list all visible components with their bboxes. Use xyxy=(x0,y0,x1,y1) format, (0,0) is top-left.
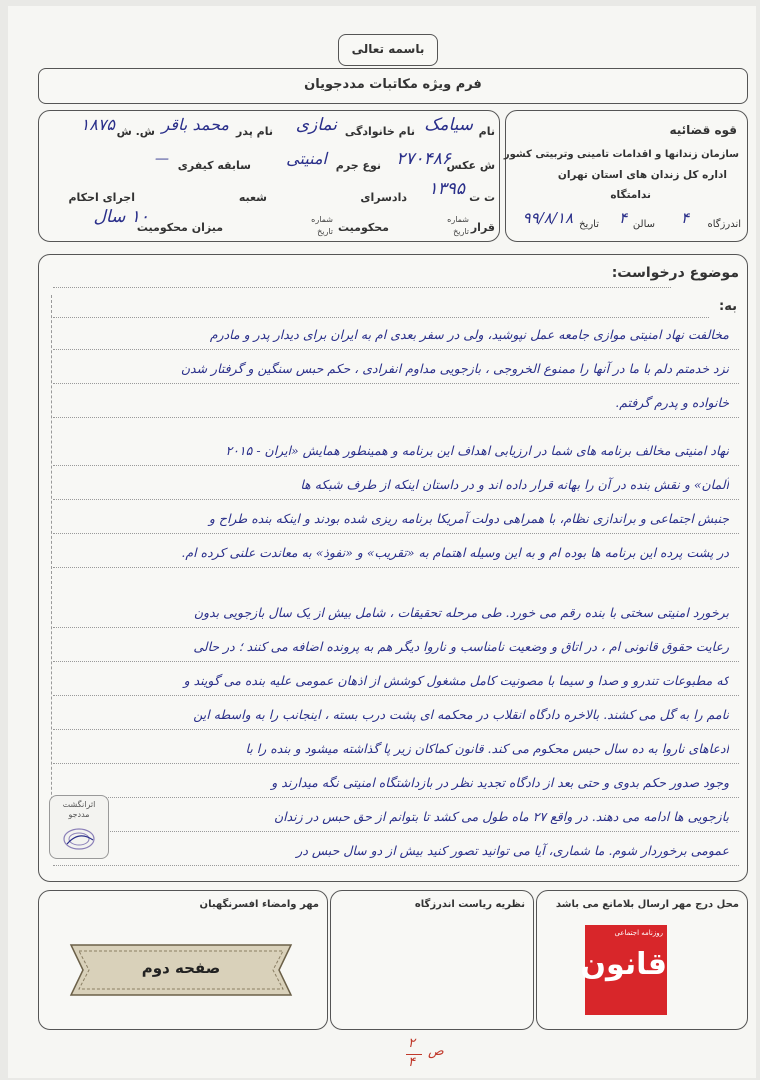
order-date-label: تاریخ xyxy=(453,227,469,236)
logo-small-text: روزنامه اجتماعی xyxy=(614,929,663,937)
page-marker-num: ۲ xyxy=(408,1036,415,1051)
record-value: — xyxy=(155,151,169,167)
photo-label: ش عکس xyxy=(446,159,495,172)
id-label: ش. ش xyxy=(116,125,155,138)
writing-rule xyxy=(53,797,739,798)
handwritten-line: جنبش اجتماعی و براندازی نظام، با همراهی دولت آمریکا برنامه ریزی شده بودند و اینکه بنده طراح و xyxy=(208,511,729,526)
tt-label: ت ت xyxy=(469,191,495,204)
facility-label: ندامتگاه xyxy=(610,189,651,201)
sentence-label: میزان محکومیت xyxy=(136,221,223,234)
family-value: نمازی xyxy=(295,115,337,135)
logo-big-text: قانون xyxy=(580,947,667,982)
org-info-box xyxy=(505,110,748,242)
writing-rule xyxy=(53,627,739,628)
writing-rule xyxy=(53,831,739,832)
handwritten-line: نامم را به گل می کشند. بالاخره دادگاه انقلاب در محکمه ای پشت درب بسته ، اینجانب را به واسطه این xyxy=(193,707,729,722)
tt-value: ۱۳۹۵ xyxy=(428,179,465,199)
page-marker xyxy=(404,1036,448,1076)
handwritten-line: ادعاهای ناروا به ده سال حبس محکوم می کند. قانون کماکان زیر پا گذاشته میشود و بنده را با xyxy=(245,741,729,756)
sentence-value: ۱۰ سال xyxy=(93,207,149,227)
crime-label: نوع جرم xyxy=(335,159,381,172)
handwritten-line: وجود صدور حکم بدوی و حتی بعد از دادگاه تجدید نظر در بازداشتگاه امنیتی نگه میدارند و xyxy=(271,775,729,790)
fingerprint-icon xyxy=(59,826,99,852)
page-marker-prefix: ص xyxy=(428,1044,444,1059)
date-label: تاریخ xyxy=(579,219,599,230)
stamp-notice-label: محل درج مهر ارسال بلامانع می باشد xyxy=(555,899,739,910)
writing-rule xyxy=(53,567,739,568)
guard-stamp-box xyxy=(38,890,328,1030)
ward-label: اندرزگاه xyxy=(707,219,741,230)
form-title-box xyxy=(38,68,748,104)
second-page-label: صفحه دوم xyxy=(141,959,221,977)
page-marker-den: ۴ xyxy=(408,1055,415,1070)
conviction-date-label: تاریخ xyxy=(317,227,333,236)
handwritten-line: خانواده و پدرم گرفتم. xyxy=(615,395,729,410)
ward-opinion-box xyxy=(330,890,534,1030)
record-label: سابقه کیفری xyxy=(177,159,251,172)
department-label: اداره کل زندان های استان تهران xyxy=(557,169,727,181)
photo-value: ۲۷۰۴۸۶ xyxy=(396,149,451,169)
writing-rule xyxy=(53,533,739,534)
writing-rule xyxy=(53,729,739,730)
writing-rule xyxy=(53,465,739,466)
inmate-info-box xyxy=(38,110,500,242)
ward-value: ۴ xyxy=(680,209,689,227)
handwritten-line: نهاد امنیتی مخالف برنامه های شما در ارزیابی اهداف این برنامه و همینطور همایش «ایران - ۲۰۱۵ xyxy=(225,443,729,458)
date-value: ۹۹/۸/۱۸ xyxy=(522,209,573,227)
writing-rule xyxy=(53,865,739,866)
writing-rule xyxy=(53,661,739,662)
handwritten-line: آلمان» و نقش بنده در آن را بهانه قرار داده اند و در داستان اینکه از طرف شبکه ها xyxy=(300,477,729,492)
court-label: دادسرای xyxy=(360,191,407,204)
branch-label: شعبه xyxy=(238,191,267,204)
top-title: باسمه تعالی xyxy=(351,42,425,56)
writing-rule xyxy=(53,763,739,764)
guard-stamp-label: مهر وامضاء افسرنگهبان xyxy=(199,899,319,910)
document-page xyxy=(8,6,756,1078)
father-label: نام پدر xyxy=(236,125,273,138)
subject-label: موضوع درخواست: xyxy=(611,265,739,281)
fingerprint-box xyxy=(49,795,109,859)
conviction-number-label: شماره xyxy=(311,215,333,224)
fingerprint-label: اثرانگشت مددجو xyxy=(62,800,96,819)
writing-rule xyxy=(53,349,739,350)
writing-rule xyxy=(53,383,739,384)
handwritten-line: که مطبوعات تندرو و صدا و سیما با مصونیت کامل مشغول کوشش از اذهان عمومی علیه بنده می گویند و xyxy=(183,673,729,688)
to-label: به: xyxy=(719,299,737,314)
writing-rule xyxy=(53,695,739,696)
family-label: نام خانوادگی xyxy=(344,125,415,138)
order-number-label: شماره xyxy=(447,215,469,224)
hall-label: سالن xyxy=(632,219,655,230)
top-title-box xyxy=(338,34,438,66)
handwritten-line: در پشت پرده این برنامه ها بوده ام و به این وسیله اهتمام به «تقریب» و «نفوذ» به معاندت علنی کرده ام. xyxy=(181,545,729,560)
writing-rule xyxy=(53,417,739,418)
ward-opinion-label: نظریه ریاست اندرزگاه xyxy=(414,899,525,910)
handwritten-line: نزد خدمتم دلم با ما در آنها را ممنوع الخروجی ، بازجویی مداوم انفرادی ، حکم حبس سنگین و گرفتار شدن xyxy=(180,361,729,376)
handwritten-line: بازجویی ها ادامه می دهند. در واقع ۲۷ ماه طول می کشد تا بتوانم از حق حبس در زندان xyxy=(273,809,729,824)
letter-box xyxy=(38,254,748,882)
newspaper-logo xyxy=(580,925,667,1015)
name-value: سیامک xyxy=(424,115,473,135)
conviction-label: محکومیت xyxy=(338,221,389,234)
handwritten-line: عمومی برخوردار شوم. ما شماری، آیا می توانید تصور کنید بیش از دو سال حبس در xyxy=(296,843,729,858)
organization-label: سازمان زندانها و اقدامات تامینی وتربیتی کشور xyxy=(503,149,739,160)
name-label: نام xyxy=(478,125,495,138)
handwritten-line: مخالفت نهاد امنیتی موازی جامعه عمل نپوشید، ولی در سفر بعدی ام به ایران برای دیدار پدر و مادرم xyxy=(209,327,729,342)
judiciary-label: قوه قضائیه xyxy=(669,123,737,137)
exec-label: اجرای احکام xyxy=(68,191,135,204)
father-value: محمد باقر xyxy=(161,115,229,134)
handwritten-line: برخورد امنیتی سختی با بنده رقم می خورد. طی مرحله تحقیقات ، شامل بیش از یک سال بازجویی بدون xyxy=(193,605,729,620)
writing-rule xyxy=(53,499,739,500)
hall-value: ۴ xyxy=(618,209,627,227)
order-label: قرار xyxy=(470,221,495,234)
handwritten-line: رعایت حقوق قانونی ام ، در اتاق و وضعیت نامناسب و ناروا دیگر هم به پرونده اضافه می کنند ؛ در حالی xyxy=(193,639,729,654)
crime-value: امنیتی xyxy=(286,149,327,168)
second-page-ribbon xyxy=(65,941,297,999)
id-value: ۱۸۷۵ xyxy=(80,115,115,134)
stamp-notice-box xyxy=(536,890,748,1030)
form-title: فرم ویژه مکاتبات مددجویان xyxy=(304,77,482,92)
